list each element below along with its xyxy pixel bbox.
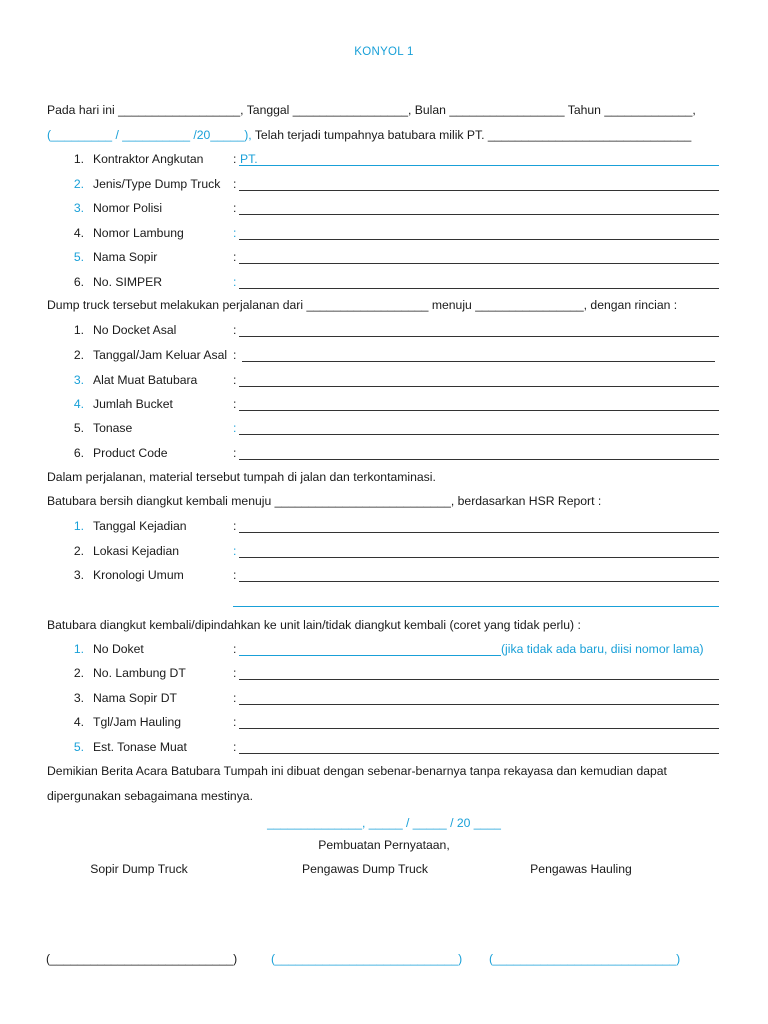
list-item: 5. Nama Sopir :	[0, 250, 768, 266]
item-number: 6.	[73, 275, 84, 289]
fill-line[interactable]	[239, 263, 719, 264]
item-label: Jumlah Bucket	[93, 397, 173, 411]
item-number: 3.	[73, 691, 84, 705]
fill-line[interactable]	[239, 459, 719, 460]
closing-line-1: Demikian Berita Acara Batubara Tumpah ini dibuat dengan sebenar-benarnya tanpa rekayasa dan kemudian dapat	[47, 764, 667, 778]
fill-line[interactable]	[239, 288, 719, 289]
item-number: 1.	[73, 323, 84, 337]
item-label: Nomor Polisi	[93, 201, 163, 215]
signatory-role: Sopir Dump Truck	[90, 862, 188, 876]
fill-line[interactable]	[233, 606, 719, 607]
item-number: 4.	[73, 715, 84, 729]
list-item: 3. Nama Sopir DT :	[0, 691, 768, 707]
fill-line[interactable]	[239, 704, 719, 705]
list-item: 1. No Doket : (jika tidak ada baru, diisi nomor lama)	[0, 642, 768, 658]
statement-label: Pembuatan Pernyataan,	[318, 838, 450, 852]
item-label: Lokasi Kejadian	[93, 544, 180, 558]
item-label: Product Code	[93, 446, 168, 460]
signatory-role: Pengawas Dump Truck	[302, 862, 428, 876]
list-item: 1. No Docket Asal :	[0, 323, 768, 339]
item-label: No. Lambung DT	[93, 666, 186, 680]
item-label: Tanggal/Jam Keluar Asal	[93, 348, 228, 362]
item-number: 2.	[73, 348, 84, 362]
list-item: 6. Product Code :	[0, 446, 768, 462]
item-number: 1.	[73, 519, 84, 533]
fill-line[interactable]	[239, 214, 719, 215]
item-number: 3.	[73, 568, 84, 582]
fill-line[interactable]	[239, 532, 719, 533]
item-number: 5.	[73, 421, 84, 435]
fill-line[interactable]	[239, 410, 719, 411]
list-item: 5. Tonase :	[0, 421, 768, 437]
fill-line[interactable]	[242, 361, 715, 362]
fill-line[interactable]	[239, 239, 719, 240]
item-label: Kronologi Umum	[93, 568, 184, 582]
item-number: 4.	[73, 226, 84, 240]
item-number: 1.	[73, 642, 84, 656]
item-label: No Doket	[93, 642, 144, 656]
item-number: 6.	[73, 446, 84, 460]
list-item: 1. Tanggal Kejadian :	[0, 519, 768, 535]
fill-line[interactable]	[239, 336, 719, 337]
list-item: 3. Nomor Polisi :	[0, 201, 768, 217]
list-item: 2. No. Lambung DT :	[0, 666, 768, 682]
item-number: 2.	[73, 177, 84, 191]
item-number: 2.	[73, 666, 84, 680]
item-number: 3.	[73, 373, 84, 387]
fill-line[interactable]	[239, 434, 719, 435]
item-number: 5.	[73, 250, 84, 264]
list-item: 2. Lokasi Kejadian :	[0, 544, 768, 560]
item-label: Nomor Lambung	[93, 226, 184, 240]
item-number: 2.	[73, 544, 84, 558]
fill-line[interactable]	[239, 581, 719, 582]
item-label: Kontraktor Angkutan	[93, 152, 204, 166]
clean-text: Batubara bersih diangkut kembali menuju __________________________, berdasarkan HSR Report :	[47, 494, 602, 508]
intro-line-2	[47, 128, 691, 143]
item-number: 4.	[73, 397, 84, 411]
item-label: No Docket Asal	[93, 323, 177, 337]
list-item: 2. Tanggal/Jam Keluar Asal :	[0, 348, 768, 364]
route-text: Dump truck tersebut melakukan perjalanan dari __________________ menuju ________________, dengan rincian :	[47, 298, 678, 312]
item-label: Nama Sopir DT	[93, 691, 177, 705]
item-label: Jenis/Type Dump Truck	[93, 177, 221, 191]
list-item: 4. Tgl/Jam Hauling :	[0, 715, 768, 731]
item-value: PT.	[240, 152, 258, 166]
intro-line-1: Pada hari ini __________________, Tanggal _________________, Bulan _________________ Tahun _____________,	[47, 103, 696, 117]
fill-line[interactable]	[239, 557, 719, 558]
intro-date-blank: (_________ / __________ /20_____),	[47, 128, 252, 142]
item-label: Tonase	[93, 421, 133, 435]
form-title: KONYOL 1	[354, 46, 414, 58]
doket-note: (jika tidak ada baru, diisi nomor lama)	[501, 642, 704, 656]
list-item: 6. No. SIMPER :	[0, 275, 768, 291]
fill-line[interactable]	[239, 728, 719, 729]
spill-text: Dalam perjalanan, material tersebut tumpah di jalan dan terkontaminasi.	[47, 470, 436, 484]
list-item: 1. Kontraktor Angkutan : PT.	[0, 152, 768, 168]
extra-line-row	[0, 593, 768, 609]
intro-owner-text: Telah terjadi tumpahnya batubara milik PT. ______________________________	[251, 128, 692, 142]
signature-blank[interactable]: (___________________________)	[46, 952, 238, 966]
list-item: 3. Kronologi Umum :	[0, 568, 768, 584]
list-item: 4. Jumlah Bucket :	[0, 397, 768, 413]
closing-line-2: dipergunakan sebagaimana mestinya.	[47, 789, 253, 803]
item-label: Tanggal Kejadian	[93, 519, 187, 533]
date-line[interactable]: ______________, _____ / _____ / 20 ____	[267, 816, 501, 830]
list-item: 5. Est. Tonase Muat :	[0, 740, 768, 756]
signatory-role: Pengawas Hauling	[530, 862, 632, 876]
item-label: Tgl/Jam Hauling	[93, 715, 182, 729]
list-item: 3. Alat Muat Batubara :	[0, 373, 768, 389]
fill-line[interactable]	[239, 190, 719, 191]
fill-line[interactable]	[239, 753, 719, 754]
signature-blank[interactable]: (___________________________)	[489, 952, 681, 966]
item-number: 5.	[73, 740, 84, 754]
item-label: Est. Tonase Muat	[93, 740, 187, 754]
item-number: 3.	[73, 201, 84, 215]
fill-line[interactable]	[239, 679, 719, 680]
fill-line[interactable]	[239, 165, 719, 166]
item-label: Alat Muat Batubara	[93, 373, 198, 387]
fill-line[interactable]	[239, 655, 501, 656]
list-item: 4. Nomor Lambung :	[0, 226, 768, 242]
fill-line[interactable]	[239, 386, 719, 387]
item-label: No. SIMPER	[93, 275, 163, 289]
signature-blank[interactable]: (___________________________)	[271, 952, 463, 966]
item-number: 1.	[73, 152, 84, 166]
list-item: 2. Jenis/Type Dump Truck :	[0, 177, 768, 193]
transfer-text: Batubara diangkut kembali/dipindahkan ke unit lain/tidak diangkut kembali (coret yang tidak perlu) :	[47, 618, 581, 632]
item-label: Nama Sopir	[93, 250, 158, 264]
